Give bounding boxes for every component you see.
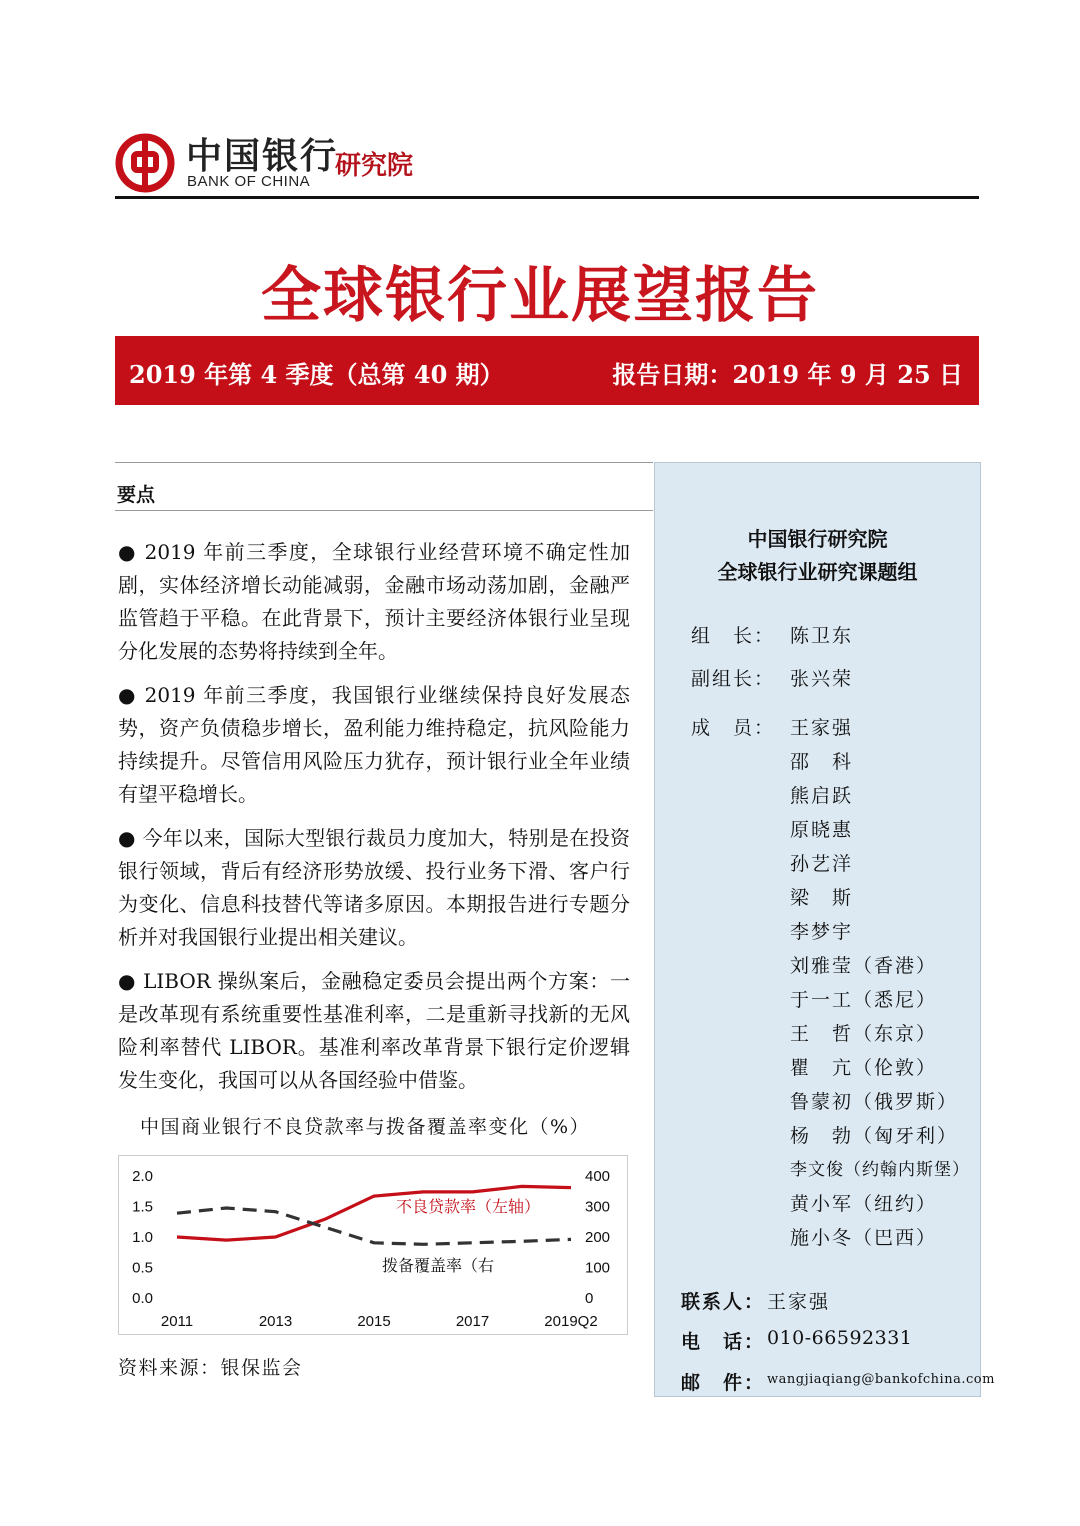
team-member: 王 哲（东京） — [790, 1023, 938, 1045]
key-point-paragraph: ● 2019 年前三季度，全球银行业经营环境不确定性加剧，实体经济增长动能减弱，金融市场动荡加剧，金融严监管趋于平稳。在此背景下，预计主要经济体银行业呈现分化发展的态势将持续到全年。 — [118, 540, 630, 663]
deputy-leader: 张兴荣 — [790, 668, 854, 690]
y-left-tick-label: 0.5 — [132, 1259, 153, 1277]
key-points-heading-divider — [115, 510, 653, 511]
x-tick-label: 2013 — [258, 1313, 293, 1330]
members-label: 成 员： — [691, 717, 776, 739]
chart-title: 中国商业银行不良贷款率与拨备覆盖率变化（%） — [140, 1116, 591, 1138]
key-point-paragraph: ● LIBOR 操纵案后，金融稳定委员会提出两个方案：一是改革现有系统重要性基准利率，二是重新寻找新的无风险利率替代 LIBOR。基准利率改革背景下银行定价逻辑发生变化，我国可以从各国经验中借鉴。 — [118, 969, 630, 1092]
deputy-leader-label: 副组长： — [691, 668, 776, 690]
team-member: 李文俊（约翰内斯堡） — [790, 1160, 970, 1180]
team-member: 原晓惠 — [790, 819, 854, 841]
npl-ratio-series-label: 不良贷款率（左轴） — [396, 1197, 541, 1216]
key-point-paragraph: ● 2019 年前三季度，我国银行业继续保持良好发展态势，资产负债稳步增长，盈利能力维持稳定，抗风险能力持续提升。尽管信用风险压力犹存，预计银行业全年业绩有望平稳增长。 — [118, 683, 630, 806]
provision-coverage-series-label: 拨备覆盖率（右 — [382, 1256, 495, 1275]
issue-banner — [115, 336, 979, 405]
team-name: 全球银行业研究课题组 — [717, 560, 918, 584]
email-link[interactable]: wangjiaqiang@bankofchina.com — [767, 1372, 995, 1387]
y-right-tick-label: 100 — [585, 1259, 611, 1277]
y-left-tick-label: 1.0 — [132, 1229, 153, 1246]
phone-label: 电 话： — [681, 1331, 766, 1353]
chart-canvas — [119, 1156, 627, 1334]
team-leader: 陈卫东 — [790, 625, 854, 647]
team-organization: 中国银行研究院 — [747, 527, 888, 551]
logo-english-name: BANK OF CHINA — [187, 173, 311, 190]
report-date: 报告日期：2019 年 9 月 25 日 — [612, 360, 963, 389]
team-member: 熊启跃 — [790, 785, 854, 807]
issue-number: 2019 年第 4 季度（总第 40 期） — [129, 360, 504, 389]
logo-chinese-name: 中国银行 — [186, 135, 339, 177]
phone-number: 010-66592331 — [767, 1327, 913, 1349]
team-member: 邵 科 — [790, 751, 854, 773]
research-team-panel — [654, 462, 995, 1397]
key-points-top-divider — [115, 462, 653, 463]
team-member: 瞿 亢（伦敦） — [790, 1057, 938, 1079]
y-right-tick-label: 300 — [585, 1198, 611, 1216]
key-points-heading: 要点 — [117, 484, 156, 506]
x-tick-label: 2017 — [455, 1313, 490, 1330]
key-point-paragraph: ● 今年以来，国际大型银行裁员力度加大，特别是在投资银行领域，背后有经济形势放缓、投行业务下滑、客户行为变化、信息科技替代等诸多原因。本期报告进行专题分析并对我国银行业提出相关建议。 — [118, 826, 630, 949]
x-tick-label: 2015 — [357, 1313, 391, 1330]
team-member: 李梦宇 — [790, 921, 854, 943]
y-left-tick-label: 2.0 — [132, 1168, 153, 1185]
team-member: 刘雅莹（香港） — [790, 955, 938, 977]
team-member: 黄小军（纽约） — [790, 1193, 938, 1215]
team-member: 王家强 — [790, 717, 854, 739]
chart-source-note: 资料来源：银保监会 — [118, 1357, 303, 1379]
bank-of-china-logo-icon — [115, 133, 175, 193]
email-label: 邮 件： — [681, 1372, 766, 1394]
team-member: 梁 斯 — [790, 887, 854, 909]
y-left-tick-label: 1.5 — [132, 1198, 153, 1216]
npl-coverage-chart — [118, 1155, 628, 1335]
team-member: 杨 勃（匈牙利） — [790, 1125, 959, 1147]
x-tick-label: 2019Q2 — [544, 1313, 598, 1330]
report-title: 全球银行业展望报告 — [261, 261, 819, 331]
x-tick-label: 2011 — [160, 1313, 194, 1330]
header-divider — [115, 196, 979, 199]
team-member: 于一工（悉尼） — [790, 989, 938, 1011]
y-right-tick-label: 400 — [585, 1168, 611, 1185]
leader-label: 组 长： — [691, 625, 776, 647]
team-member: 鲁蒙初（俄罗斯） — [790, 1091, 959, 1113]
contact-label: 联系人： — [681, 1291, 766, 1313]
contact-person: 王家强 — [767, 1291, 831, 1313]
y-right-tick-label: 0 — [585, 1290, 594, 1307]
y-right-tick-label: 200 — [585, 1229, 611, 1246]
team-member: 施小冬（巴西） — [790, 1227, 938, 1249]
y-left-tick-label: 0.0 — [132, 1290, 153, 1307]
team-member: 孙艺洋 — [790, 853, 854, 875]
institute-name: 研究院 — [335, 151, 414, 181]
